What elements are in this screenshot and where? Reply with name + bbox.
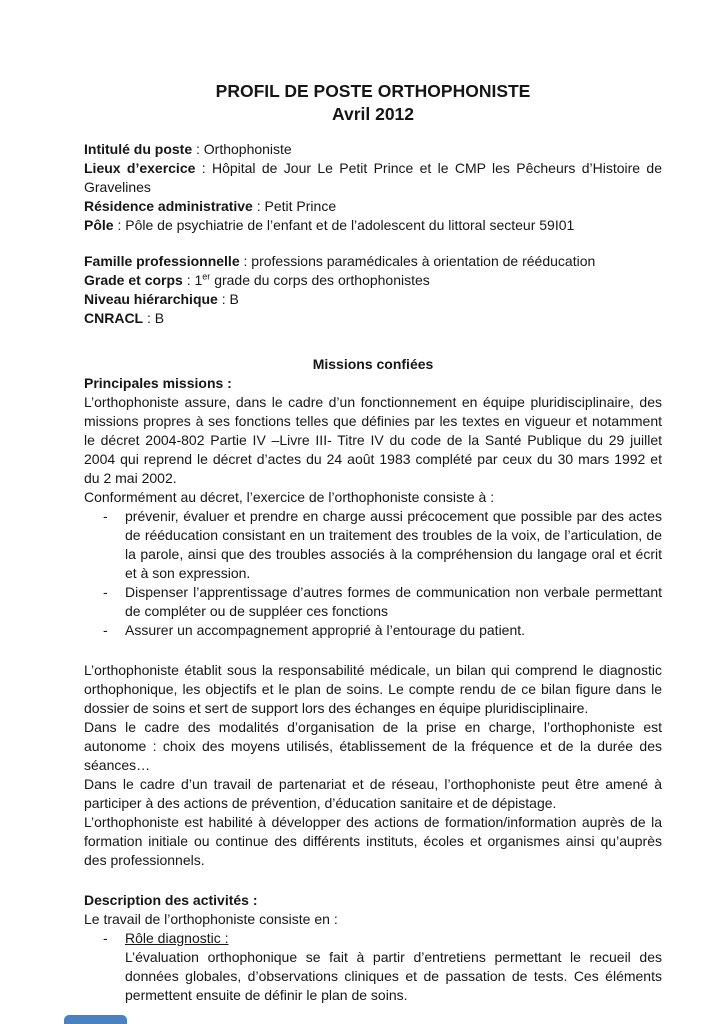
list-item <box>84 929 662 1005</box>
field-value: : B <box>143 310 165 326</box>
bullet-title: Rôle diagnostic : <box>125 930 229 946</box>
missions-section-heading: Missions confiées <box>312 356 434 372</box>
field-residence-administrative <box>84 197 662 216</box>
activities-intro: Le travail de l’orthophoniste consiste en : <box>84 911 338 927</box>
bullet-dash: - <box>103 930 108 946</box>
field-label: Intitulé du poste <box>84 141 193 157</box>
paragraph: L’orthophoniste établit sous la responsabilité médicale, un bilan qui comprend le diagnostic orthophonique, les objectifs et le plan de soins. Le compte rendu de ce bilan figure dans le dossier de soins et sert de support lors des échanges en équipe pluridisciplinaire. <box>84 662 662 716</box>
footer-accent-bar <box>64 1015 127 1024</box>
field-label: Niveau hiérarchique <box>84 291 218 307</box>
document-subtitle: Avril 2012 <box>331 104 415 124</box>
list-item <box>84 621 662 640</box>
missions-subheading: Principales missions : <box>84 375 232 391</box>
field-intitule-du-poste <box>84 140 662 159</box>
title-block <box>84 80 662 126</box>
activities-heading: Description des activités : <box>84 892 258 908</box>
bullet-dash: - <box>103 622 108 638</box>
field-label: Famille professionnelle <box>84 253 240 269</box>
list-item <box>84 507 662 583</box>
classification-section <box>84 252 662 328</box>
bullet-text <box>125 929 662 1005</box>
field-cnracl <box>84 309 662 328</box>
bullet-dash: - <box>103 508 108 524</box>
field-value: : professions paramédicales à orientation de rééducation <box>239 253 596 269</box>
bullet-text: prévenir, évaluer et prendre en charge aussi précocement que possible par des actes de rééducation consistant en un traitement des troubles de la voix, de l’articulation, de la parole, ainsi que des troubles associés à la compréhension du langage oral et écrit et à son expression. <box>125 508 662 581</box>
document-title: PROFIL DE POSTE ORTHOPHONISTE <box>215 81 531 101</box>
field-label: Pôle <box>84 217 114 233</box>
field-value: : Orthophoniste <box>192 141 292 157</box>
field-value: : Pôle de psychiatrie de l’enfant et de l’adolescent du littoral secteur 59I01 <box>113 217 575 233</box>
activities-section <box>84 891 662 1005</box>
bullet-text: Assurer un accompagnement approprié à l’entourage du patient. <box>125 622 526 638</box>
missions-section <box>84 355 662 870</box>
list-item <box>84 583 662 621</box>
paragraph: L’orthophoniste est habilité à développer des actions de formation/information auprès de la formation initiale ou continue des différents instituts, écoles et organismes ainsi qu’auprès des professionnels. <box>84 814 662 868</box>
field-value: : 1 <box>182 272 203 288</box>
ordinal-superscript: er <box>202 271 211 282</box>
field-label: CNRACL <box>84 310 144 326</box>
field-label: Grade et corps <box>84 272 183 288</box>
field-niveau-hierarchique <box>84 290 662 309</box>
field-value: : B <box>217 291 239 307</box>
decree-line: Conformément au décret, l’exercice de l’orthophoniste consiste à : <box>84 489 495 505</box>
field-famille-professionnelle <box>84 252 662 271</box>
field-label: Résidence administrative <box>84 198 253 214</box>
bullet-text: Dispenser l’apprentissage d’autres formes de communication non verbale permettant de compléter ou de suppléer ces fonctions <box>125 584 662 619</box>
paragraph: Dans le cadre des modalités d’organisation de la prise en charge, l’orthophoniste est autonome : choix des moyens utilisés, établissement de la fréquence et de la durée des séances… <box>84 719 662 773</box>
field-lieux-exercice <box>84 159 662 197</box>
field-label: Lieux d’exercice <box>84 160 196 176</box>
field-grade-et-corps <box>84 271 662 290</box>
field-value: : Petit Prince <box>252 198 337 214</box>
field-value: grade du corps des orthophonistes <box>210 272 430 288</box>
paragraph: Dans le cadre d’un travail de partenariat et de réseau, l’orthophoniste peut être amené à participer à des actions de prévention, d’éducation sanitaire et de dépistage. <box>84 776 662 811</box>
bullet-body: L’évaluation orthophonique se fait à partir d’entretiens permettant le recueil des données globales, d’observations cliniques et de passation de tests. Ces éléments permettent ensuite de définir le plan de soins. <box>125 949 662 1003</box>
field-value: : Hôpital de Jour Le Petit Prince et le CMP les Pêcheurs d’Histoire de Gravelines <box>84 160 662 195</box>
bullet-dash: - <box>103 584 108 600</box>
missions-intro-paragraph: L’orthophoniste assure, dans le cadre d’un fonctionnement en équipe pluridisciplinaire, des missions propres à ses fonctions telles que définies par les textes en vigueur et notamment le décret 2004-802 Partie IV –Livre III- Titre IV du code de la Santé Publique du 29 juillet 2004 qui reprend le décret d’actes du 24 août 1983 complété par ceux du 30 mars 1992 et du 2 mai 2002. <box>84 394 662 486</box>
identity-section <box>84 140 662 235</box>
field-pole <box>84 216 662 235</box>
